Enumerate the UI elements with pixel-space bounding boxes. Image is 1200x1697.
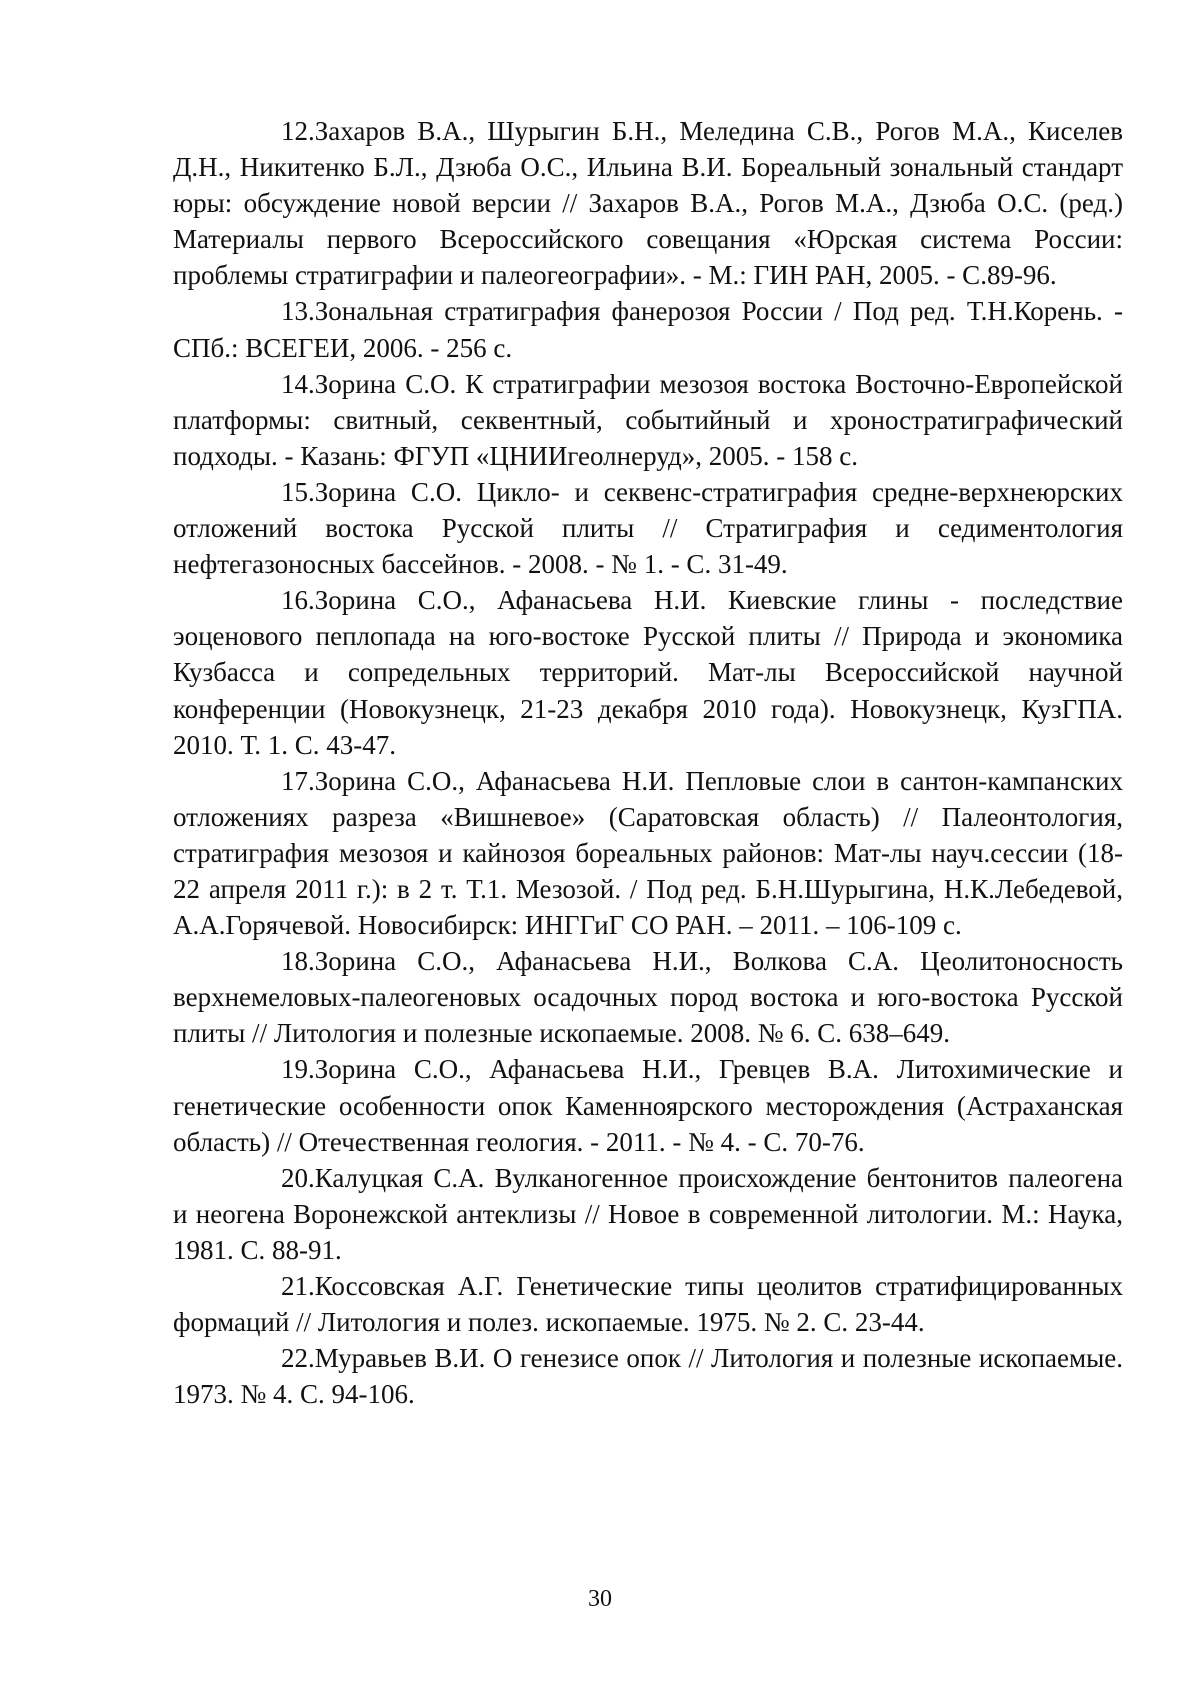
reference-number: 14.: [227, 366, 315, 402]
reference-number: 13.: [227, 293, 315, 329]
reference-number: 17.: [227, 763, 315, 799]
reference-text: Коссовская А.Г. Генетические типы цеолитов стратифицированных формаций // Литология и полез. ископаемые. 1975. № 2. С. 23-44.: [173, 1271, 1123, 1337]
reference-number: 19.: [227, 1051, 315, 1087]
reference-text: Зональная стратиграфия фанерозоя России / Под ред. Т.Н.Корень. - СПб.: ВСЕГЕИ, 2006. - 256 с.: [173, 296, 1123, 362]
document-page: [0, 0, 1200, 1697]
reference-item: [173, 113, 1123, 293]
page-number: 30: [0, 1584, 1200, 1614]
reference-text: Калуцкая С.А. Вулканогенное происхождение бентонитов палеогена и неогена Воронежской антеклизы // Новое в современной литологии. М.: Наука, 1981. С. 88-91.: [173, 1163, 1123, 1265]
reference-item: [173, 763, 1123, 943]
reference-text: Захаров В.А., Шурыгин Б.Н., Меледина С.В., Рогов М.А., Киселев Д.Н., Никитенко Б.Л., Дзюба О.С., Ильина В.И. Бореальный зональный стандарт юры: обсуждение новой версии // Захаров В.А., Рогов М.А., Дзюба О.С. (ред.) Материалы первого Всероссийского совещания «Юрская система России: проблемы стратиграфии и палеогеографии». - М.: ГИН РАН, 2005. - С.89-96.: [173, 116, 1123, 290]
reference-number: 22.: [227, 1340, 315, 1376]
reference-item: [173, 293, 1123, 365]
reference-item: [173, 1268, 1123, 1340]
reference-number: 21.: [227, 1268, 315, 1304]
reference-item: [173, 1340, 1123, 1412]
reference-text: Зорина С.О., Афанасьева Н.И., Волкова С.А. Цеолитоносность верхнемеловых-палеогеновых осадочных пород востока и юго-востока Русской плиты // Литология и полезные ископаемые. 2008. № 6. С. 638–649.: [173, 946, 1123, 1048]
reference-item: [173, 474, 1123, 582]
reference-item: [173, 582, 1123, 762]
reference-item: [173, 943, 1123, 1051]
reference-text: Зорина С.О. Цикло- и секвенс-стратиграфия средне-верхнеюрских отложений востока Русской плиты // Стратиграфия и седиментология нефтегазоносных бассейнов. - 2008. - № 1. - С. 31-49.: [173, 477, 1123, 579]
reference-item: [173, 1051, 1123, 1159]
reference-item: [173, 1160, 1123, 1268]
reference-item: [173, 366, 1123, 474]
reference-text: Зорина С.О., Афанасьева Н.И., Гревцев В.А. Литохимические и генетические особенности опок Каменноярского месторождения (Астраханская область) // Отечественная геология. - 2011. - № 4. - С. 70-76.: [173, 1054, 1123, 1156]
reference-text: Муравьев В.И. О генезисе опок // Литология и полезные ископаемые. 1973. № 4. С. 94-106.: [173, 1343, 1123, 1409]
reference-list: [173, 113, 1123, 1412]
reference-number: 12.: [227, 113, 315, 149]
reference-text: Зорина С.О., Афанасьева Н.И. Пепловые слои в сантон-кампанских отложениях разреза «Вишневое» (Саратовская область) // Палеонтология, стратиграфия мезозоя и кайнозоя бореальных районов: Мат-лы науч.сессии (18-22 апреля 2011 г.): в 2 т. Т.1. Мезозой. / Под ред. Б.Н.Шурыгина, Н.К.Лебедевой, А.А.Горячевой. Новосибирск: ИНГГиГ СО РАН. – 2011. – 106-109 с.: [173, 766, 1123, 940]
reference-number: 18.: [227, 943, 315, 979]
reference-number: 20.: [227, 1160, 315, 1196]
reference-number: 15.: [227, 474, 315, 510]
reference-number: 16.: [227, 582, 315, 618]
reference-text: Зорина С.О., Афанасьева Н.И. Киевские глины - последствие эоценового пеплопада на юго-востоке Русской плиты // Природа и экономика Кузбасса и сопредельных территорий. Мат-лы Всероссийской научной конференции (Новокузнецк, 21-23 декабря 2010 года). Новокузнецк, КузГПА. 2010. Т. 1. С. 43-47.: [173, 585, 1123, 759]
reference-text: Зорина С.О. К стратиграфии мезозоя востока Восточно-Европейской платформы: свитный, секвентный, событийный и хроностратиграфический подходы. - Казань: ФГУП «ЦНИИгеолнеруд», 2005. - 158 с.: [173, 369, 1123, 471]
